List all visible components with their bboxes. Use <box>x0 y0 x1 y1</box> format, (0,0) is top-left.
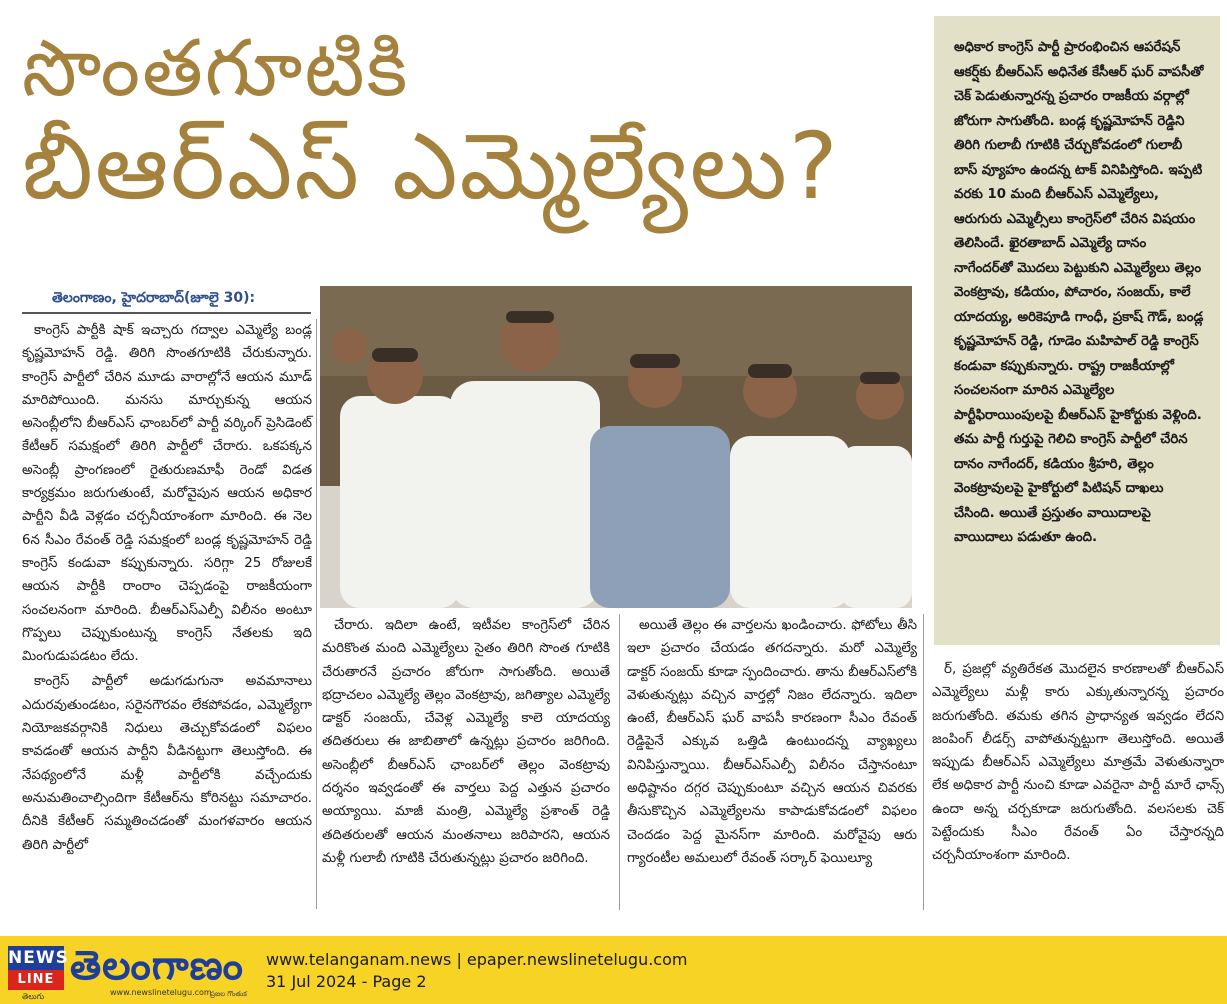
article-paragraph: కాంగ్రెస్ పార్టీలో అడుగడుగునా అవమానాలు ఎదురవుతుండటం, సరైనగౌరవం లేకపోవడం, ఎమ్మెల్యేగా నియోజకవర్గానికి నిధులు తెచ్చుకోవడంలో విఫలం కావడంతో ఆయన పార్టీని వీడినట్టుగా తెలుస్తోంది. ఈ నేపథ్యంలోనే మళ్లీ పార్టీలోకి వచ్చేందుకు అనుమతించాల్సిందిగా కేటీఆర్‌ను కోరినట్టు సమాచారం. దీనికి కేటీఆర్ సమ్మతించడంతో మంగళవారం ఆయన తిరిగి పార్టీలో <box>22 674 312 853</box>
logo-news-text: NEWS <box>8 948 69 968</box>
brand-tagline: ప్రజల గొంతుక <box>210 990 247 998</box>
article-column-1 <box>22 319 312 857</box>
dateline: తెలంగాణం, హైదరాబాద్(జూలై 30): <box>52 290 256 306</box>
sidebar-box <box>934 16 1220 645</box>
logo-line-text: LINE <box>8 970 64 990</box>
article-column-2 <box>322 614 610 870</box>
column-divider <box>619 614 620 910</box>
brand-website: www.newslinetelugu.com <box>110 988 212 997</box>
news-photo <box>320 286 912 608</box>
logo-tagline: తెలుగు <box>22 992 45 1001</box>
dateline-rule <box>22 312 311 314</box>
article-paragraph: చేరారు. ఇదిలా ఉంటే, ఇటీవల కాంగ్రెస్‌లో చేరిన మరికొంత మంది ఎమ్మెల్యేలు సైతం తిరిగి సొంత గూటికి చేరుతారనే ప్రచారం జోరుగా సాగుతోంది. అయితే భద్రాచలం ఎమ్మెల్యే తెల్లం వెంకట్రావు, జగిత్యాల ఎమ్మెల్యే డాక్టర్ సంజయ్, చేవెళ్ల ఎమ్మెల్యే కాలె యాదయ్య తదితరులు ఈ జాబితాలో ఉన్నట్లు ప్రచారం జరిగింది. అసెంబ్లీలో బీఆర్ఎస్ ఛాంబర్‌లో తెల్లం వెంకట్రావు దర్శనం ఇవ్వడంతో ఈ వార్తలు పెద్ద ఎత్తున ప్రచారం అయ్యాయి. మాజీ మంత్రి, ఎమ్మెల్యే ప్రశాంత్ రెడ్డి తదితరులతో ఆయన మంతనాలు జరిపారని, ఆయన మళ్లీ గులాబీ గూటికి చేరుతున్నట్లు ప్రచారం జరిగింది. <box>322 618 610 866</box>
article-column-3 <box>627 614 917 870</box>
article-paragraph: కాంగ్రెస్ పార్టీకి షాక్ ఇచ్చారు గద్వాల ఎమ్మెల్యే బండ్ల కృష్ణమోహన్ రెడ్డి. తిరిగి సొంతగూటికి చేరుకున్నారు. కాంగ్రెస్ పార్టీలో చేరిన మూడు వారాల్లోనే ఆయన మూడ్ మారిపోయింది. మనసు మార్చుకున్న ఆయన అసెంబ్లీలోని బీఆర్ఎస్ ఛాంబర్‌లో పార్టీ వర్కింగ్ ప్రెసిడెంట్ కేటీఆర్ సమక్షంలో తిరిగి పార్టీలో చేరారు. ఒకపక్కన అసెంబ్లీ ప్రాంగణంలో రైతురుణమాఫీ రెండో విడత కార్యక్రమం జరుగుతుంటే, మరోవైపున ఆయన అధికార పార్టీని వీడి వెళ్లడం చర్చనీయాంశంగా మారింది. ఈ నెల 6న సీఎం రేవంత్ రెడ్డి సమక్షంలో బండ్ల కృష్ణమోహన్ రెడ్డి కాంగ్రెస్ కండువా కప్పుకున్నారు. సరిగ్గా 25 రోజులకే ఆయన పార్టీకి రాంరాం చెప్పడంపై రాజకీయంగా సంచలనంగా మారింది. బీఆర్ఎస్ఎల్పీ విలీనం అంటూ గొప్పలు చెప్పుకుంటున్న కాంగ్రెస్ నేతలకు ఇది మింగుడుపడటం లేదు. <box>22 323 312 665</box>
article-paragraph: అయితే తెల్లం ఈ వార్తలను ఖండించారు. ఫోటోలు తీసి ఇలా ప్రచారం చేయడం తగదన్నారు. మరో ఎమ్మెల్యే డాక్టర్ సంజయ్ కూడా స్పందించారు. తాను బీఆర్ఎస్‌లోకి వెళుతున్నట్లు వచ్చిన వార్తల్లో నిజం లేదన్నారు. ఇదిలా ఉంటే, బీఆర్ఎస్ ఘర్ వాపసీ కారణంగా సీఎం రేవంత్ రెడ్డిపైనే ఎక్కువ ఒత్తిడి ఉంటుందన్న వ్యాఖ్యలు వినిపిస్తున్నాయి. బీఆర్ఎస్ఎల్పీ విలీనం చేస్తానంటూ అధిష్టానం దగ్గర చెప్పుకుంటూ వచ్చిన ఆయన చివరకు తీసుకొచ్చిన ఎమ్మెల్యేలను కాపాడుకోవడంలో విఫలం చెందడం పెద్ద మైనస్‌గా మారింది. మరోవైపు ఆరు గ్యారంటీల అమలులో రేవంత్ సర్కార్ ఫెయిల్యూ <box>627 618 917 866</box>
photo-illustration <box>320 286 912 608</box>
telanganam-brand: తెలంగాణం <box>70 943 244 989</box>
epaper-footer <box>0 936 1227 1004</box>
article-column-4 <box>932 658 1224 868</box>
article-paragraph: ర్, ప్రజల్లో వ్యతిరేకత మొదలైన కారణాలతో బీఆర్ఎస్ ఎమ్మెల్యేలు మళ్లీ కారు ఎక్కుతున్నారన్న ప్రచారం జరుగుతోంది. తమకు తగిన ప్రాధాన్యత ఇవ్వడం లేదని జంపింగ్ లీడర్స్ వాపోతున్నట్టుగా తెలుస్తోంది. అయితే ఇప్పుడు బీఆర్ఎస్ ఎమ్మెల్యేలు మాత్రమే వెళుతున్నారా లేక అధికార పార్టీ నుంచి కూడా ఎవరైనా పార్టీ మారే ఛాన్స్ ఉందా అన్న చర్చకూడా జరుగుతోంది. వలసలకు చెక్ పెట్టేందుకు సీఎం రేవంత్ ఏం చేస్తారన్నది చర్చనీయాంశంగా మారింది. <box>932 662 1224 864</box>
footer-urls[interactable]: www.telanganam.news | epaper.newslinetelugu.com <box>266 950 688 969</box>
column-divider <box>316 319 317 909</box>
footer-date-page: 31 Jul 2024 - Page 2 <box>266 972 427 991</box>
headline-line-2: బీఆర్ఎస్ ఎమ్మెల్యేలు? <box>22 113 840 220</box>
newsline-logo <box>8 946 69 1001</box>
headline-line-1: సొంతగూటికి <box>22 24 410 114</box>
sidebar-text: అధికార కాంగ్రెస్ పార్టీ ప్రారంభించిన ఆపరేషన్ ఆకర్ష్‌కు బీఆర్ఎస్ అధినేత కేసీఆర్ ఘర్ వాపసీతో చెక్ పెడుతున్నారన్న ప్రచారం రాజకీయ వర్గాల్లో జోరుగా సాగుతోంది. బండ్ల కృష్ణమోహన్ రెడ్డిని తిరిగి గులాబీ గూటికి చేర్చుకోవడంలో గులాబీ బాస్ వ్యూహం ఉందన్న టాక్ వినిపిస్తోంది. ఇప్పటి వరకు 10 మంది బీఆర్ఎస్ ఎమ్మెల్యేలు, ఆరుగురు ఎమ్మెల్సీలు కాంగ్రెస్‌లో చేరిన విషయం తెలిసిందే. ఖైరతాబాద్ ఎమ్మెల్యే దానం నాగేందర్‌తో మొదలు పెట్టుకుని ఎమ్మెల్యేలు తెల్లం వెంకట్రావు, కడియం, పోచారం, సంజయ్, కాలే యాదయ్య, అరికెపూడి గాంధీ, ప్రకాష్ గౌడ్, బండ్ల కృష్ణమోహన్ రెడ్డి, గూడెం మహిపాల్ రెడ్డి కాంగ్రెస్ కండువా కప్పుకున్నారు. రాష్ట్ర రాజకీయాల్లో సంచలనంగా మారిన ఎమ్మెల్యేల పార్టీఫిరాయింపులపై బీఆర్ఎస్ హైకోర్టుకు వెళ్లింది. తమ పార్టీ గుర్తుపై గెలిచి కాంగ్రెస్ పార్టీలో చేరిన దానం నాగేందర్, కడియం శ్రీహరి, తెల్లం వెంకట్రావులపై హైకోర్టులో పిటిషన్ దాఖలు చేసింది. అయితే ప్రస్తుతం వాయిదాలపై వాయిదాలు పడుతూ ఉంది. <box>954 40 1204 545</box>
column-divider <box>923 614 924 910</box>
